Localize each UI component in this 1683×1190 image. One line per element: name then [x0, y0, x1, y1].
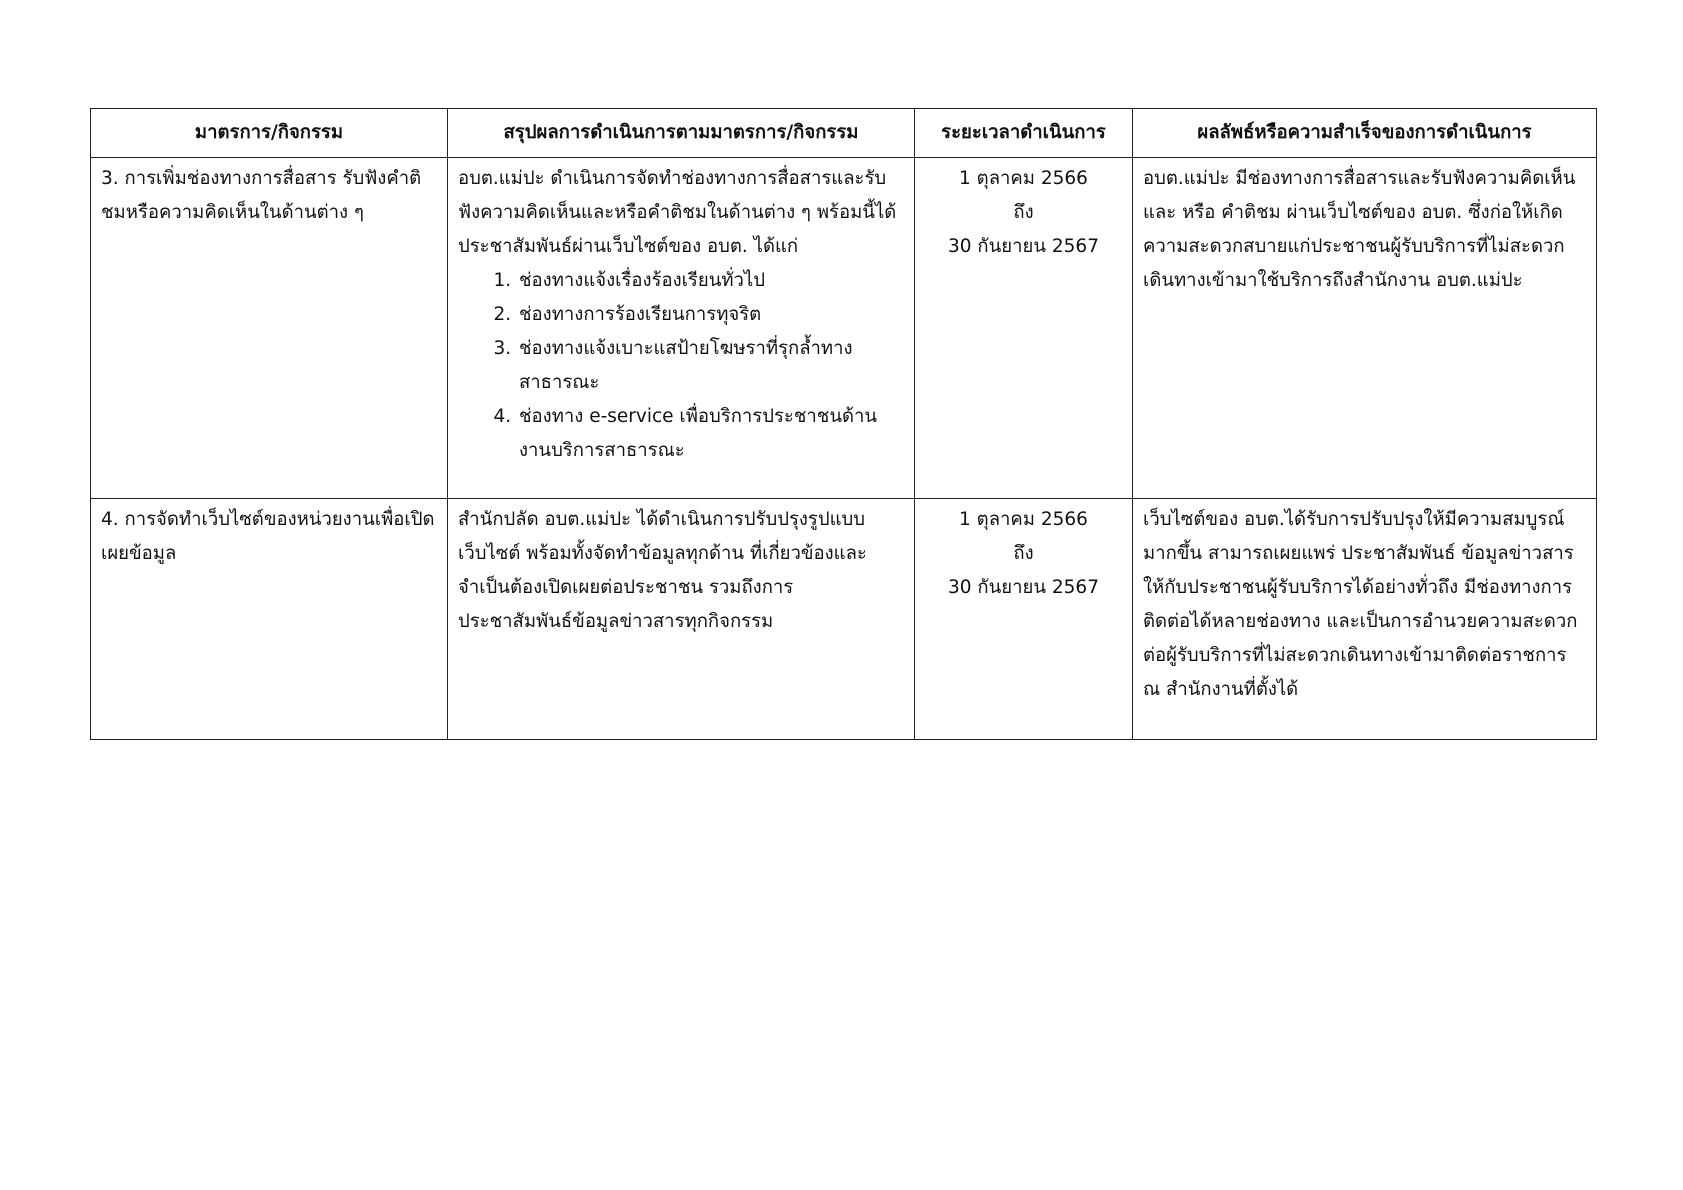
table-row [91, 158, 1597, 499]
period-cell [915, 499, 1133, 740]
measure-text: 3. การเพิ่มช่องทางการสื่อสาร รับฟังคำติชมหรือความคิดเห็นในด้านต่าง ๆ [101, 168, 422, 223]
result-cell [1133, 499, 1597, 740]
period-end: 30 กันยายน 2567 [948, 236, 1099, 257]
summary-intro-text: อบต.แม่ปะ ดำเนินการจัดทำช่องทางการสื่อสารและรับฟังความคิดเห็นและหรือคำติชมในด้านต่าง ๆ พร้อมนี้ได้ประชาสัมพันธ์ผ่านเว็บไซต์ของ อบต. ได้แก่ [458, 168, 897, 257]
measure-cell [91, 158, 448, 499]
list-item: 3. ช่องทางแจ้งเบาะแสป้ายโฆษราที่รุกล้ำทางสาธารณะ [517, 332, 904, 400]
document-page [90, 108, 1596, 740]
table-header-row [91, 109, 1597, 158]
result-text: อบต.แม่ปะ มีช่องทางการสื่อสารและรับฟังความคิดเห็นและ หรือ คำติชม ผ่านเว็บไซต์ของ อบต. ซึ่งก่อให้เกิดความสะดวกสบายแก่ประชาชนผู้รับบริการที่ไม่สะดวกเดินทางเข้ามาใช้บริการถึงสำนักงาน อบต.แม่ปะ [1143, 168, 1576, 291]
list-item: 4. ช่องทาง e-service เพื่อบริการประชาชนด้านงานบริการสาธารณะ [517, 400, 904, 468]
table-row [91, 499, 1597, 740]
header-result: ผลลัพธ์หรือความสำเร็จของการดำเนินการ [1133, 109, 1597, 158]
activity-report-table [90, 108, 1597, 740]
summary-cell [448, 499, 915, 740]
channel-list [458, 264, 904, 468]
summary-cell [448, 158, 915, 499]
result-text: เว็บไซต์ของ อบต.ได้รับการปรับปรุงให้มีความสมบูรณ์มากขึ้น สามารถเผยแพร่ ประชาสัมพันธ์ ข้อมูลข่าวสารให้กับประชาชนผู้รับบริการได้อย่างทั่วถึง มีช่องทางการติดต่อได้หลายช่องทาง และเป็นการอำนวยความสะดวกต่อผู้รับบริการที่ไม่สะดวกเดินทางเข้ามาติดต่อราชการ ณ สำนักงานที่ตั้งได้ [1143, 509, 1578, 700]
period-cell [915, 158, 1133, 499]
summary-text: สำนักปลัด อบต.แม่ปะ ได้ดำเนินการปรับปรุงรูปแบบเว็บไซต์ พร้อมทั้งจัดทำข้อมูลทุกด้าน ที่เกี่ยวข้องและจำเป็นต้องเปิดเผยต่อประชาชน รวมถึงการประชาสัมพันธ์ข้อมูลข่าวสารทุกกิจกรรม [458, 509, 867, 632]
period-end: 30 กันยายน 2567 [948, 577, 1099, 598]
period-start: 1 ตุลาคม 2566 [959, 509, 1088, 530]
result-cell [1133, 158, 1597, 499]
list-item: 1. ช่องทางแจ้งเรื่องร้องเรียนทั่วไป [517, 264, 904, 298]
period-to: ถึง [1013, 202, 1034, 223]
period-start: 1 ตุลาคม 2566 [959, 168, 1088, 189]
header-period: ระยะเวลาดำเนินการ [915, 109, 1133, 158]
header-measure: มาตรการ/กิจกรรม [91, 109, 448, 158]
header-summary: สรุปผลการดำเนินการตามมาตรการ/กิจกรรม [448, 109, 915, 158]
measure-text: 4. การจัดทำเว็บไซต์ของหน่วยงานเพื่อเปิดเผยข้อมูล [101, 509, 435, 564]
period-to: ถึง [1013, 543, 1034, 564]
list-item: 2. ช่องทางการร้องเรียนการทุจริต [517, 298, 904, 332]
measure-cell [91, 499, 448, 740]
